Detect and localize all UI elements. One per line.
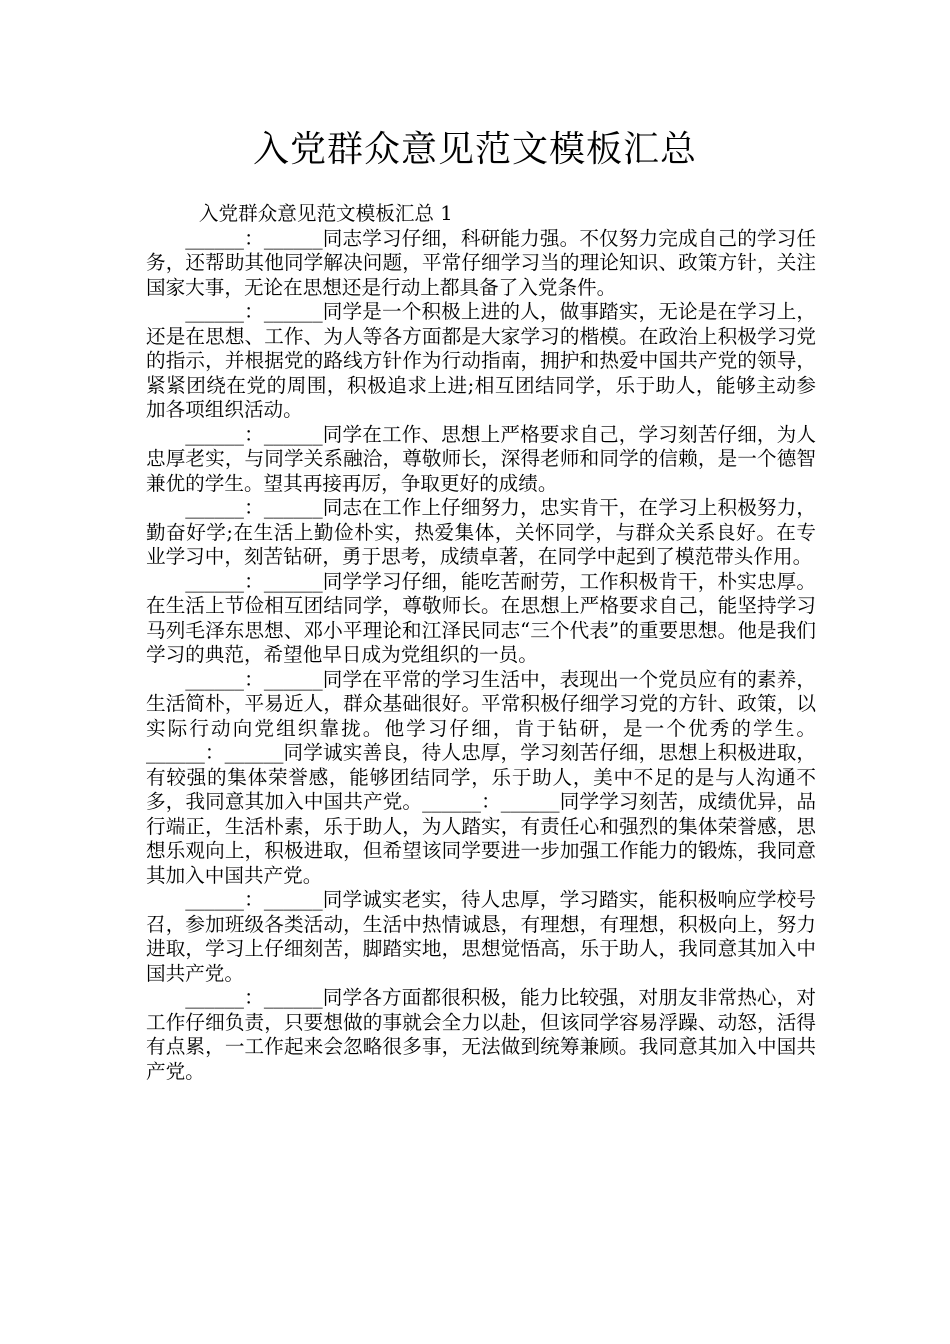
paragraph: ______：______同学在平常的学习生活中，表现出一个党员应有的素养，生活简朴，平易近人，群众基础很好。平常积极仔细学习党的方针、政策，以实际行动向党组织靠拢。他学习仔细，肯于钻研，是一个优秀的学生。______：______同学诚实善良，待人忠厚，学习刻苦仔细，思想上积极进取，有较强的集体荣誉感，能够团结同学，乐于助人，美中不足的是与人沟通不多，我同意其加入中国共产党。______：______同学学习刻苦，成绩优异，品行端正，生活朴素，乐于助人，为人踏实，有责任心和强烈的集体荣誉感，思想乐观向上，积极进取，但希望该同学要进一步加强工作能力的锻炼，我同意其加入中国共产党。 <box>146 667 816 887</box>
paragraph: ______：______同学学习仔细，能吃苦耐劳，工作积极肯干，朴实忠厚。在生活上节俭相互团结同学，尊敬师长。在思想上严格要求自己，能坚持学习马列毛泽东思想、邓小平理论和江泽民同志“三个代表”的重要思想。他是我们学习的典范，希望他早日成为党组织的一员。 <box>146 569 816 666</box>
paragraph: ______：______同学是一个积极上进的人，做事踏实，无论是在学习上，还是在思想、工作、为人等各方面都是大家学习的楷模。在政治上积极学习党的指示，并根据党的路线方针作为行动指南，拥护和热爱中国共产党的领导，紧紧团绕在党的周围，积极追求上进;相互团结同学，乐于助人，能够主动参加各项组织活动。 <box>146 300 816 421</box>
paragraph: ______：______同学诚实老实，待人忠厚，学习踏实，能积极响应学校号召，参加班级各类活动，生活中热情诚恳，有理想，有理想，积极向上，努力进取，学习上仔细刻苦，脚踏实地，思想觉悟高，乐于助人，我同意其加入中国共产党。 <box>146 888 816 985</box>
document-title: 入党群众意见范文模板汇总 <box>252 129 697 170</box>
paragraph: ______：______同志学习仔细，科研能力强。不仅努力完成自己的学习任务，还帮助其他同学解决问题，平常仔细学习当的理论知识、政策方针，关注国家大事，无论在思想还是行动上都具备了入党条件。 <box>146 226 816 299</box>
paragraph: ______：______同志在工作上仔细努力，忠实肯干，在学习上积极努力，勤奋好学;在生活上勤俭朴实，热爱集体，关怀同学，与群众关系良好。在专业学习中，刻苦钻研，勇于思考，成绩卓著，在同学中起到了模范带头作用。 <box>146 496 816 568</box>
paragraph: ______：______同学各方面都很积极，能力比较强，对朋友非常热心，对工作仔细负责，只要想做的事就会全力以赴，但该同学容易浮躁、动怒，活得有点累，一工作起来会忽略很多事，无法做到统筹兼顾。我同意其加入中国共产党。 <box>146 986 816 1083</box>
document-body <box>146 202 816 1084</box>
paragraph: ______：______同学在工作、思想上严格要求自己，学习刻苦仔细，为人忠厚老实，与同学关系融洽，尊敬师长，深得老师和同学的信赖，是一个德智兼优的学生。望其再接再厉，争取更好的成绩。 <box>146 422 816 495</box>
section-heading: 入党群众意见范文模板汇总 1 <box>198 202 453 225</box>
